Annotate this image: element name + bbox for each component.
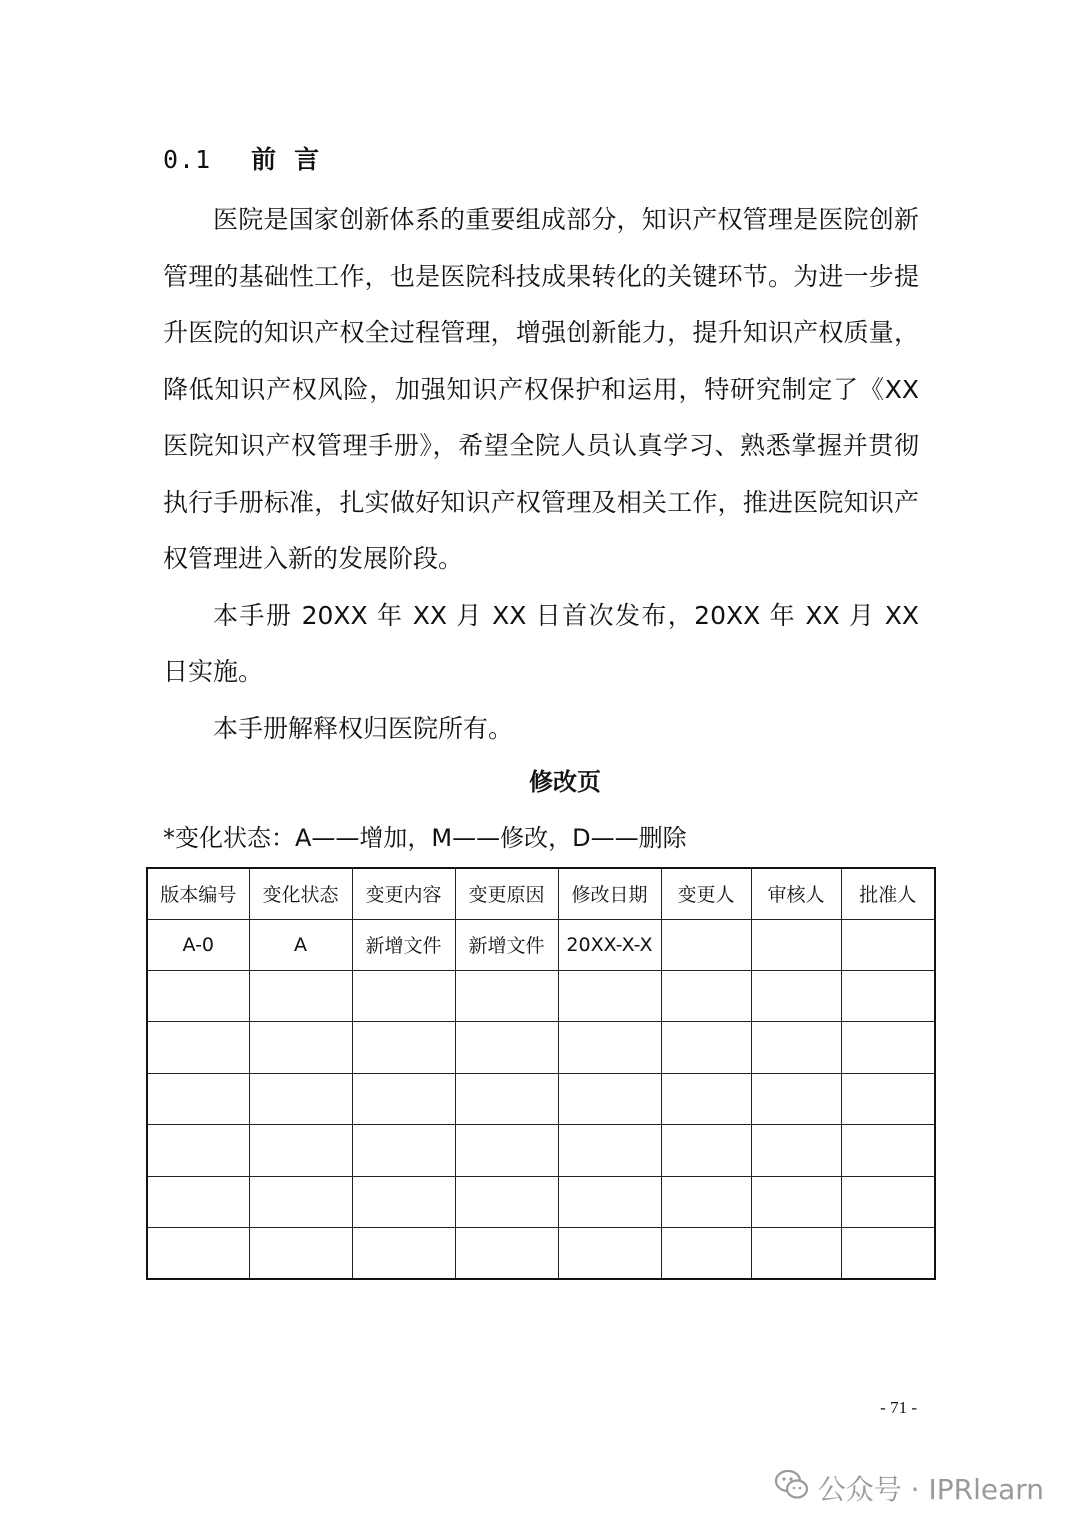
table-row [147,1228,935,1279]
table-cell [352,1176,455,1227]
header-reviewer: 审核人 [751,868,841,919]
release-date-paragraph: 本手册 20XX 年 XX 月 XX 日首次发布，20XX 年 XX 月 XX 日实施。 [163,600,919,686]
table-row [147,1125,935,1176]
header-version: 版本编号 [147,868,249,919]
table-cell [558,970,661,1021]
table-cell: 新增文件 [455,919,558,970]
table-cell [352,1022,455,1073]
preface-paragraph: 医院是国家创新体系的重要组成部分，知识产权管理是医院创新管理的基础性工作，也是医院科技成果转化的关键环节。为进一步提升医院的知识产权全过程管理，增强创新能力，提升知识产权质量，降低知识产权风险，加强知识产权保护和运用，特研究制定了《XX医院知识产权管理手册》，希望全院人员认真学习、熟悉掌握并贯彻执行手册标准，扎实做好知识产权管理及相关工作，推进医院知识产权管理进入新的发展阶段。 [163,205,919,573]
table-cell [841,1176,935,1227]
table-cell [147,1073,249,1124]
header-change-reason: 变更原因 [455,868,558,919]
table-cell [841,1228,935,1279]
table-cell [147,1125,249,1176]
table-cell [558,1176,661,1227]
change-page-title: 修改页 [529,768,601,796]
table-cell [147,970,249,1021]
header-modify-date: 修改日期 [558,868,661,919]
table-cell [558,1022,661,1073]
table-cell [841,1022,935,1073]
table-cell [751,1228,841,1279]
table-cell [661,1125,751,1176]
interpretation-paragraph: 本手册解释权归医院所有。 [213,713,514,743]
table-cell [558,1228,661,1279]
watermark-text: 公众号 · IPRlearn [817,1473,1044,1506]
table-cell [455,1176,558,1227]
header-change-status: 变化状态 [249,868,352,919]
table-cell [352,1228,455,1279]
revision-table [146,867,936,1280]
watermark [774,1468,1044,1508]
table-cell [352,1125,455,1176]
table-cell [249,970,352,1021]
table-cell [841,1125,935,1176]
table-cell [455,970,558,1021]
table-cell [455,1228,558,1279]
table-cell: 20XX-X-X [558,919,661,970]
table-cell: 新增文件 [352,919,455,970]
table-cell [661,919,751,970]
preface-body [163,192,919,757]
table-cell [841,970,935,1021]
header-changer: 变更人 [661,868,751,919]
table-cell [841,1073,935,1124]
table-cell [841,919,935,970]
page-number: - 71 - [880,1398,917,1417]
table-cell [751,1176,841,1227]
table-cell [352,970,455,1021]
table-row [147,919,935,970]
table-cell [751,1125,841,1176]
table-cell [661,1176,751,1227]
table-cell [455,1125,558,1176]
wechat-icon [774,1469,818,1508]
table-cell [249,1176,352,1227]
table-row [147,1022,935,1073]
table-cell [751,1073,841,1124]
table-cell [147,1176,249,1227]
table-cell [147,1228,249,1279]
section-title: 前言 [251,145,338,174]
table-cell [558,1073,661,1124]
table-cell [558,1125,661,1176]
table-cell [455,1073,558,1124]
table-cell [661,1022,751,1073]
section-heading [163,140,337,176]
header-change-content: 变更内容 [352,868,455,919]
table-cell [751,919,841,970]
table-cell [352,1073,455,1124]
table-cell [751,970,841,1021]
table-cell [455,1022,558,1073]
table-cell: A-0 [147,919,249,970]
table-cell [661,1073,751,1124]
section-number: 0.1 [163,145,212,174]
table-cell [661,970,751,1021]
table-cell [661,1228,751,1279]
table-cell [249,1228,352,1279]
table-row [147,1073,935,1124]
table-cell [249,1125,352,1176]
table-cell [249,1073,352,1124]
table-cell [249,1022,352,1073]
table-row [147,970,935,1021]
table-cell [751,1022,841,1073]
table-cell [147,1022,249,1073]
table-cell: A [249,919,352,970]
header-approver: 批准人 [841,868,935,919]
change-status-legend: *变化状态：A——增加，M——修改，D——删除 [163,824,687,852]
table-row [147,1176,935,1227]
table-header-row [147,868,935,919]
